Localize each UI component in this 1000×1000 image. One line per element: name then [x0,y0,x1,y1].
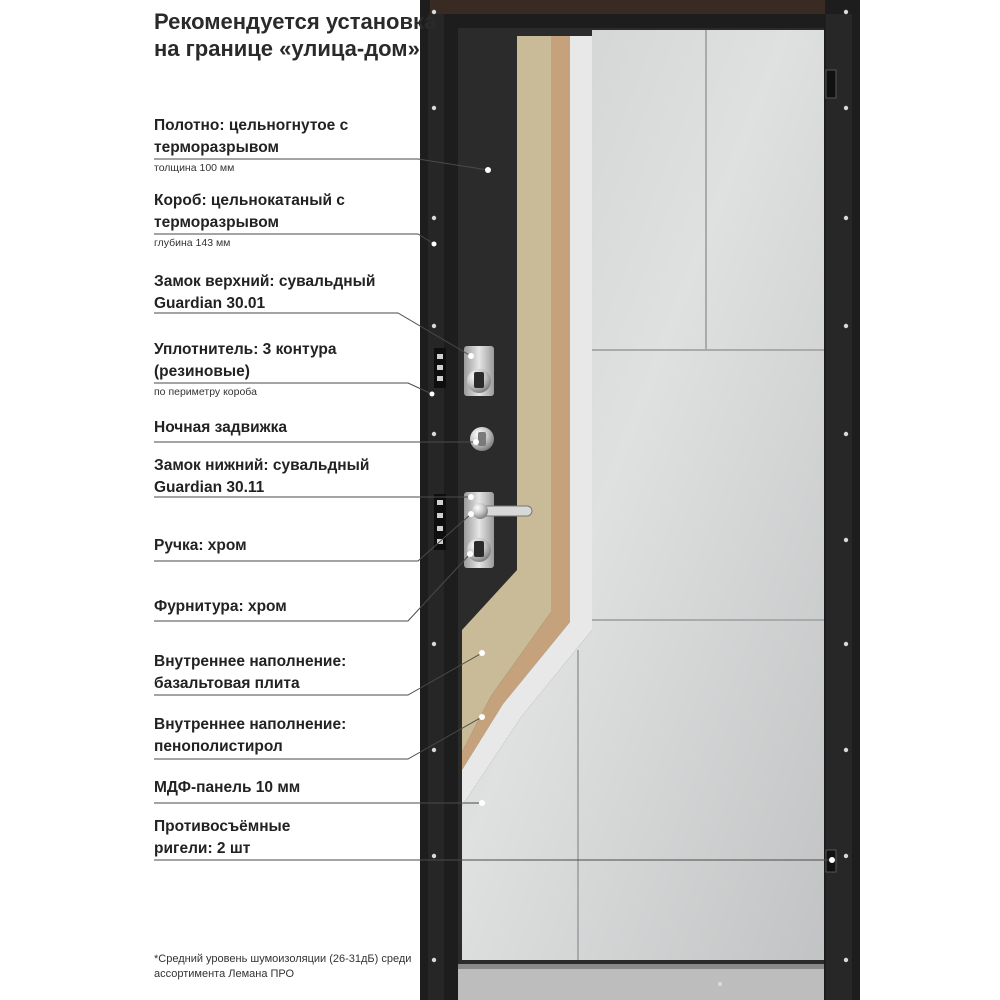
footnote [154,952,414,982]
feature-polystyrene-fill [154,714,424,758]
feature-title: Полотно: цельногнутое с терморазрывом [154,117,349,156]
feature-title: Уплотнитель: 3 контура (резиновые) [154,341,337,380]
feature-title: Короб: цельнокатаный с терморазрывом [154,192,345,231]
hinge-icon [826,70,836,98]
feature-canvas [154,115,424,175]
feature-upper-lock [154,271,424,315]
threshold [458,964,824,1000]
feature-subtitle: глубина 143 мм [154,237,231,249]
feature-anti-removal-bolts [154,816,344,860]
footnote-text: *Средний уровень шумоизоляции (26-31дБ) среди ассортимента Лемана ПРО [154,953,412,980]
feature-title: Внутреннее наполнение: базальтовая плита [154,653,347,692]
feature-title: Противосъёмные ригели: 2 шт [154,818,291,857]
feature-handle [154,535,424,557]
feature-title: Замок нижний: сувальдный Guardian 30.11 [154,457,370,496]
page-title: Рекомендуется установка на границе «улица-дом» [154,9,437,61]
feature-fittings [154,596,424,618]
feature-seal [154,339,424,399]
threshold-edge [458,964,824,969]
feature-basalt-fill [154,651,424,695]
feature-subtitle: по периметру короба [154,386,257,398]
feature-title: Внутреннее наполнение: пенополистирол [154,716,347,755]
feature-frame [154,190,424,250]
feature-lower-lock [154,455,424,499]
feature-title: Ночная задвижка [154,419,287,436]
frame-top-edge [430,0,825,14]
feature-night-latch [154,417,424,439]
feature-title: Замок верхний: сувальдный Guardian 30.01 [154,273,376,312]
feature-title: Ручка: хром [154,537,247,554]
feature-subtitle: толщина 100 мм [154,162,235,174]
feature-title: Фурнитура: хром [154,598,287,615]
feature-mdf-panel [154,777,424,799]
feature-title: МДФ-панель 10 мм [154,779,301,796]
